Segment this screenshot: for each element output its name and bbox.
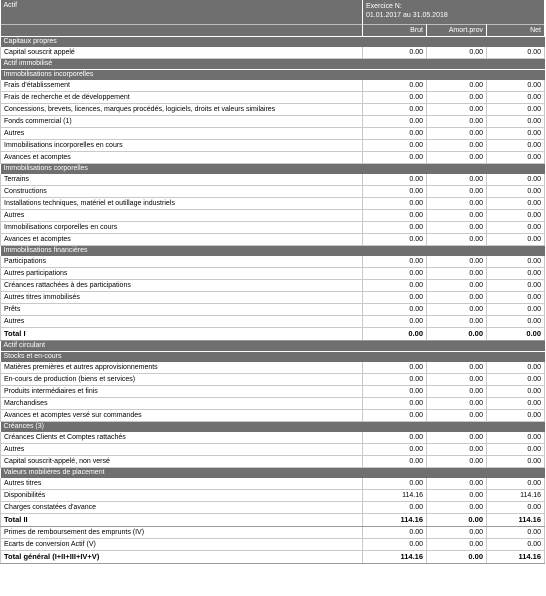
section-header-row bbox=[1, 352, 545, 363]
net-cell: 0.00 bbox=[487, 316, 545, 328]
table-row bbox=[1, 116, 545, 128]
row-label: Disponibilités bbox=[1, 490, 363, 502]
section-header-row bbox=[1, 164, 545, 175]
brut-cell: 0.00 bbox=[363, 256, 427, 268]
brut-cell: 0.00 bbox=[363, 502, 427, 514]
table-row bbox=[1, 410, 545, 422]
brut-cell: 0.00 bbox=[363, 198, 427, 210]
brut-cell: 0.00 bbox=[363, 362, 427, 374]
row-label: Charges constatées d'avance bbox=[1, 502, 363, 514]
table-row bbox=[1, 362, 545, 374]
net-cell: 0.00 bbox=[487, 80, 545, 92]
table-row bbox=[1, 456, 545, 468]
brut-cell: 0.00 bbox=[363, 444, 427, 456]
table-row bbox=[1, 432, 545, 444]
row-label: Autres titres immobilisés bbox=[1, 292, 363, 304]
amort-cell: 0.00 bbox=[427, 104, 487, 116]
table-row bbox=[1, 80, 545, 92]
amort-cell: 0.00 bbox=[427, 432, 487, 444]
brut-cell: 0.00 bbox=[363, 374, 427, 386]
brut-cell: 0.00 bbox=[363, 478, 427, 490]
table-row bbox=[1, 478, 545, 490]
amort-cell: 0.00 bbox=[427, 398, 487, 410]
amort-cell: 0.00 bbox=[427, 292, 487, 304]
table-row bbox=[1, 186, 545, 198]
section-label: Actif circulant bbox=[1, 341, 545, 352]
net-cell: 0.00 bbox=[487, 104, 545, 116]
brut-cell: 0.00 bbox=[363, 432, 427, 444]
net-cell: 0.00 bbox=[487, 268, 545, 280]
section-label: Créances (3) bbox=[1, 422, 545, 433]
table-row bbox=[1, 490, 545, 502]
row-label: Créances Clients et Comptes rattachés bbox=[1, 432, 363, 444]
brut-cell: 0.00 bbox=[363, 140, 427, 152]
net-cell: 0.00 bbox=[487, 432, 545, 444]
row-label: Créances rattachées à des participations bbox=[1, 280, 363, 292]
amort-cell: 0.00 bbox=[427, 514, 487, 527]
table-row bbox=[1, 398, 545, 410]
brut-cell: 0.00 bbox=[363, 268, 427, 280]
net-cell: 0.00 bbox=[487, 386, 545, 398]
row-label: Installations techniques, matériel et outillage industriels bbox=[1, 198, 363, 210]
table-row bbox=[1, 104, 545, 116]
amort-cell: 0.00 bbox=[427, 316, 487, 328]
net-cell: 0.00 bbox=[487, 152, 545, 164]
actif-header: Actif bbox=[1, 0, 363, 25]
net-cell: 0.00 bbox=[487, 280, 545, 292]
net-cell: 0.00 bbox=[487, 456, 545, 468]
brut-cell: 0.00 bbox=[363, 116, 427, 128]
table-row bbox=[1, 140, 545, 152]
row-label: Total II bbox=[1, 514, 363, 527]
table-row bbox=[1, 198, 545, 210]
brut-cell: 0.00 bbox=[363, 328, 427, 341]
row-label: Marchandises bbox=[1, 398, 363, 410]
amort-cell: 0.00 bbox=[427, 256, 487, 268]
table-row bbox=[1, 92, 545, 104]
row-label: Produits intermédiaires et finis bbox=[1, 386, 363, 398]
table-row bbox=[1, 234, 545, 246]
brut-cell: 0.00 bbox=[363, 80, 427, 92]
column-header-row bbox=[1, 25, 545, 37]
amort-column-header: Amort.prov bbox=[427, 25, 487, 37]
section-label: Immobilisations financières bbox=[1, 246, 545, 257]
row-label: Constructions bbox=[1, 186, 363, 198]
section-header-row bbox=[1, 246, 545, 257]
exercice-period: 01.01.2017 au 31.05.2018 bbox=[366, 12, 448, 19]
table-row bbox=[1, 304, 545, 316]
amort-cell: 0.00 bbox=[427, 490, 487, 502]
net-cell: 0.00 bbox=[487, 234, 545, 246]
net-cell: 0.00 bbox=[487, 304, 545, 316]
net-cell: 0.00 bbox=[487, 539, 545, 551]
amort-cell: 0.00 bbox=[427, 386, 487, 398]
row-label: Autres bbox=[1, 444, 363, 456]
amort-cell: 0.00 bbox=[427, 444, 487, 456]
brut-cell: 0.00 bbox=[363, 398, 427, 410]
brut-cell: 0.00 bbox=[363, 386, 427, 398]
net-cell: 0.00 bbox=[487, 92, 545, 104]
table-row bbox=[1, 386, 545, 398]
amort-cell: 0.00 bbox=[427, 410, 487, 422]
amort-cell: 0.00 bbox=[427, 280, 487, 292]
net-cell: 0.00 bbox=[487, 292, 545, 304]
brut-cell: 0.00 bbox=[363, 280, 427, 292]
row-label: Autres titres bbox=[1, 478, 363, 490]
row-label: Capital souscrit appelé bbox=[1, 47, 363, 59]
net-cell: 0.00 bbox=[487, 210, 545, 222]
row-label: Primes de remboursement des emprunts (IV) bbox=[1, 527, 363, 539]
brut-column-header: Brut bbox=[363, 25, 427, 37]
net-cell: 0.00 bbox=[487, 362, 545, 374]
brut-cell: 0.00 bbox=[363, 292, 427, 304]
brut-cell: 0.00 bbox=[363, 410, 427, 422]
table-row bbox=[1, 174, 545, 186]
brut-cell: 0.00 bbox=[363, 527, 427, 539]
section-label: Valeurs mobilières de placement bbox=[1, 468, 545, 479]
section-label: Immobilisations corporelles bbox=[1, 164, 545, 175]
net-column-header: Net bbox=[487, 25, 545, 37]
row-label: Avances et acomptes bbox=[1, 152, 363, 164]
amort-cell: 0.00 bbox=[427, 152, 487, 164]
section-header-row bbox=[1, 59, 545, 70]
row-label: Frais de recherche et de développement bbox=[1, 92, 363, 104]
table-row bbox=[1, 222, 545, 234]
row-label: Frais d'établissement bbox=[1, 80, 363, 92]
net-cell: 0.00 bbox=[487, 186, 545, 198]
row-label: Total général (I+II+III+IV+V) bbox=[1, 551, 363, 564]
amort-cell: 0.00 bbox=[427, 234, 487, 246]
net-cell: 0.00 bbox=[487, 398, 545, 410]
row-label: Immobilisations corporelles en cours bbox=[1, 222, 363, 234]
net-cell: 0.00 bbox=[487, 444, 545, 456]
amort-cell: 0.00 bbox=[427, 268, 487, 280]
net-cell: 0.00 bbox=[487, 47, 545, 59]
table-row bbox=[1, 280, 545, 292]
row-label: Autres participations bbox=[1, 268, 363, 280]
net-cell: 0.00 bbox=[487, 222, 545, 234]
brut-cell: 0.00 bbox=[363, 234, 427, 246]
brut-cell: 0.00 bbox=[363, 47, 427, 59]
amort-cell: 0.00 bbox=[427, 92, 487, 104]
brut-cell: 0.00 bbox=[363, 316, 427, 328]
row-label: Fonds commercial (1) bbox=[1, 116, 363, 128]
row-label: Terrains bbox=[1, 174, 363, 186]
brut-cell: 114.16 bbox=[363, 490, 427, 502]
table-row bbox=[1, 527, 545, 539]
exercice-header bbox=[363, 0, 545, 25]
row-label: En-cours de production (biens et services) bbox=[1, 374, 363, 386]
table-row bbox=[1, 539, 545, 551]
net-cell: 0.00 bbox=[487, 198, 545, 210]
section-label: Stocks et en-cours bbox=[1, 352, 545, 363]
total-row bbox=[1, 551, 545, 564]
table-row bbox=[1, 210, 545, 222]
table-row bbox=[1, 502, 545, 514]
net-cell: 0.00 bbox=[487, 328, 545, 341]
section-header-row bbox=[1, 422, 545, 433]
row-label: Concessions, brevets, licences, marques procédés, logiciels, droits et valeurs similaires bbox=[1, 104, 363, 116]
table-row bbox=[1, 316, 545, 328]
brut-cell: 0.00 bbox=[363, 104, 427, 116]
amort-cell: 0.00 bbox=[427, 47, 487, 59]
section-header-row bbox=[1, 341, 545, 352]
row-label: Capital souscrit-appelé, non versé bbox=[1, 456, 363, 468]
net-cell: 0.00 bbox=[487, 478, 545, 490]
table-row bbox=[1, 128, 545, 140]
brut-cell: 0.00 bbox=[363, 222, 427, 234]
amort-cell: 0.00 bbox=[427, 527, 487, 539]
net-cell: 0.00 bbox=[487, 174, 545, 186]
net-cell: 114.16 bbox=[487, 514, 545, 527]
net-cell: 0.00 bbox=[487, 527, 545, 539]
brut-cell: 0.00 bbox=[363, 186, 427, 198]
brut-cell: 0.00 bbox=[363, 304, 427, 316]
amort-cell: 0.00 bbox=[427, 140, 487, 152]
brut-cell: 0.00 bbox=[363, 152, 427, 164]
amort-cell: 0.00 bbox=[427, 478, 487, 490]
section-label: Capitaux propres bbox=[1, 37, 545, 48]
net-cell: 114.16 bbox=[487, 551, 545, 564]
section-label: Actif immobilisé bbox=[1, 59, 545, 70]
amort-cell: 0.00 bbox=[427, 551, 487, 564]
amort-cell: 0.00 bbox=[427, 222, 487, 234]
amort-cell: 0.00 bbox=[427, 502, 487, 514]
row-label: Prêts bbox=[1, 304, 363, 316]
table-row bbox=[1, 152, 545, 164]
net-cell: 0.00 bbox=[487, 128, 545, 140]
section-header-row bbox=[1, 70, 545, 81]
amort-cell: 0.00 bbox=[427, 328, 487, 341]
total-row bbox=[1, 328, 545, 341]
net-cell: 0.00 bbox=[487, 410, 545, 422]
brut-cell: 0.00 bbox=[363, 210, 427, 222]
table-row bbox=[1, 292, 545, 304]
row-label: Immobilisations incorporelles en cours bbox=[1, 140, 363, 152]
net-cell: 114.16 bbox=[487, 490, 545, 502]
row-label: Ecarts de conversion Actif (V) bbox=[1, 539, 363, 551]
amort-cell: 0.00 bbox=[427, 116, 487, 128]
table-header bbox=[1, 0, 545, 25]
brut-cell: 0.00 bbox=[363, 128, 427, 140]
amort-cell: 0.00 bbox=[427, 80, 487, 92]
exercice-label: Exercice N: bbox=[366, 3, 402, 10]
table-row bbox=[1, 256, 545, 268]
section-label: Immobilisations incorporelles bbox=[1, 70, 545, 81]
row-label: Matières premières et autres approvisionnements bbox=[1, 362, 363, 374]
table-row bbox=[1, 268, 545, 280]
amort-cell: 0.00 bbox=[427, 456, 487, 468]
brut-cell: 0.00 bbox=[363, 539, 427, 551]
amort-cell: 0.00 bbox=[427, 362, 487, 374]
net-cell: 0.00 bbox=[487, 502, 545, 514]
amort-cell: 0.00 bbox=[427, 304, 487, 316]
row-label: Autres bbox=[1, 128, 363, 140]
section-header-row bbox=[1, 37, 545, 48]
table-row bbox=[1, 374, 545, 386]
amort-cell: 0.00 bbox=[427, 186, 487, 198]
brut-cell: 0.00 bbox=[363, 174, 427, 186]
brut-cell: 114.16 bbox=[363, 514, 427, 527]
label-column-header bbox=[1, 25, 363, 37]
table-row bbox=[1, 444, 545, 456]
section-header-row bbox=[1, 468, 545, 479]
brut-cell: 0.00 bbox=[363, 92, 427, 104]
row-label: Autres bbox=[1, 316, 363, 328]
amort-cell: 0.00 bbox=[427, 174, 487, 186]
amort-cell: 0.00 bbox=[427, 198, 487, 210]
row-label: Avances et acomptes bbox=[1, 234, 363, 246]
brut-cell: 0.00 bbox=[363, 456, 427, 468]
total-row bbox=[1, 514, 545, 527]
net-cell: 0.00 bbox=[487, 256, 545, 268]
row-label: Participations bbox=[1, 256, 363, 268]
brut-cell: 114.16 bbox=[363, 551, 427, 564]
amort-cell: 0.00 bbox=[427, 128, 487, 140]
row-label: Total I bbox=[1, 328, 363, 341]
net-cell: 0.00 bbox=[487, 116, 545, 128]
amort-cell: 0.00 bbox=[427, 539, 487, 551]
table-body bbox=[1, 37, 545, 564]
net-cell: 0.00 bbox=[487, 140, 545, 152]
table-row bbox=[1, 47, 545, 59]
row-label: Avances et acomptes versé sur commandes bbox=[1, 410, 363, 422]
amort-cell: 0.00 bbox=[427, 210, 487, 222]
net-cell: 0.00 bbox=[487, 374, 545, 386]
row-label: Autres bbox=[1, 210, 363, 222]
amort-cell: 0.00 bbox=[427, 374, 487, 386]
